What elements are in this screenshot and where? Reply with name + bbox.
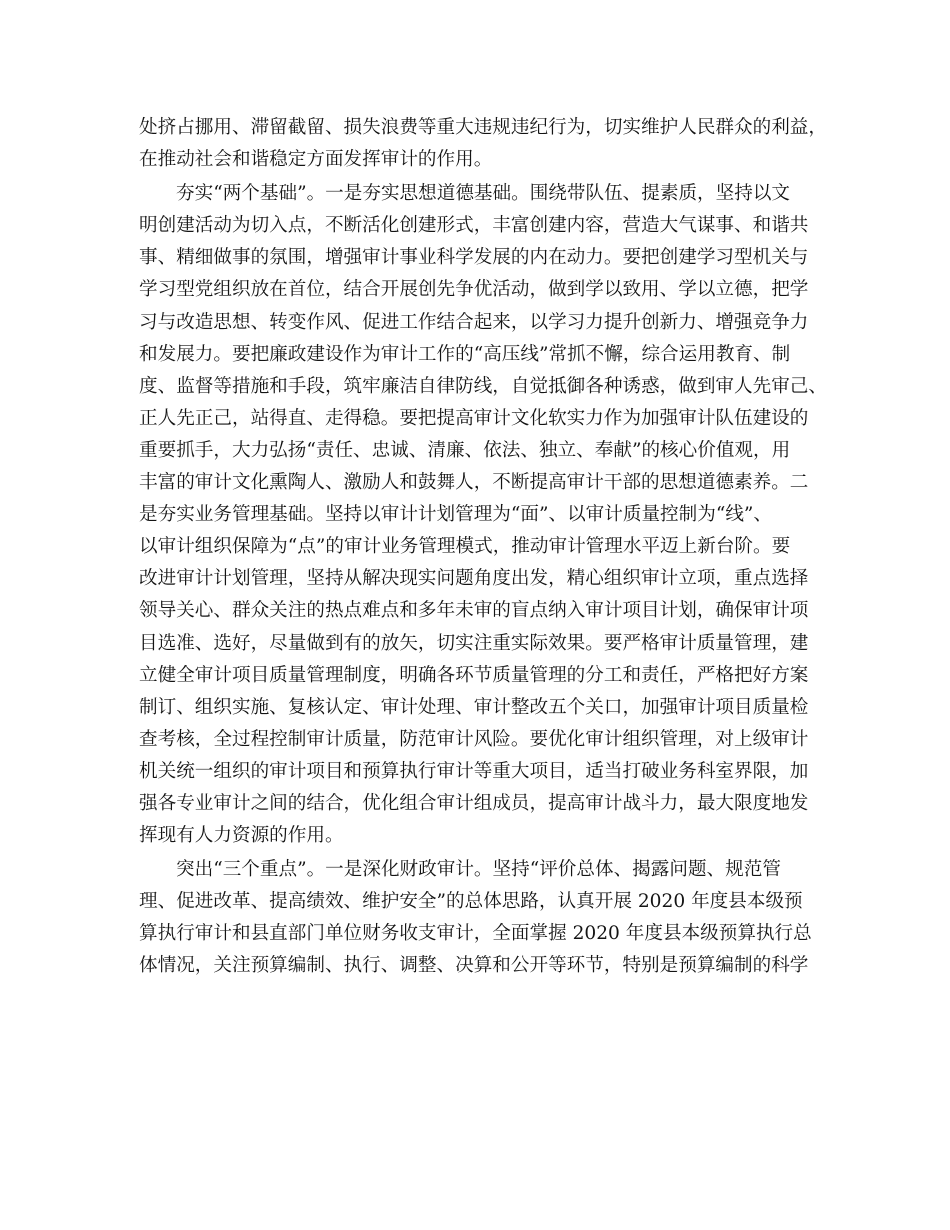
text-line: 领导关心、群众关注的热点难点和多年未审的盲点纳入审计项目计划，确保审计项	[139, 600, 809, 622]
text-line: 度、监督等措施和手段，筑牢廉洁自律防线，自觉抵御各种诱惑，做到审人先审己、	[139, 375, 827, 397]
text-line: 机关统一组织的审计项目和预算执行审计等重大项目，适当打破业务科室界限，加	[139, 760, 809, 782]
paragraph	[139, 854, 824, 982]
text-line: 目选准、选好，尽量做到有的放矢，切实注重实际效果。要严格审计质量管理，建	[139, 632, 809, 654]
paragraph	[139, 112, 827, 176]
text-line: 习与改造思想、转变作风、促进工作结合起来，以学习力提升创新力、增强竞争力	[139, 311, 809, 333]
text-line: 挥现有人力资源的作用。	[139, 825, 344, 847]
text-line: 和发展力。要把廉政建设作为审计工作的“高压线”常抓不懈，综合运用教育、制	[139, 343, 791, 365]
text-line: 事、精细做事的氛围，增强审计事业科学发展的内在动力。要把创建学习型机关与	[139, 247, 809, 269]
paragraph	[139, 178, 827, 852]
text-line: 算执行审计和县直部门单位财务收支审计，全面掌握 2020 年度县本级预算执行总	[139, 923, 812, 945]
text-line: 夯实“两个基础”。一是夯实思想道德基础。围绕带队伍、提素质，坚持以文	[176, 183, 791, 205]
text-line: 丰富的审计文化熏陶人、激励人和鼓舞人，不断提高审计干部的思想道德素养。二	[139, 472, 809, 494]
text-line: 重要抓手，大力弘扬“责任、忠诚、清廉、依法、独立、奉献”的核心价值观，用	[139, 439, 791, 461]
text-line: 体情况，关注预算编制、执行、调整、决算和公开等环节，特别是预算编制的科学	[139, 955, 809, 977]
text-line: 正人先正己，站得直、走得稳。要把提高审计文化软实力作为加强审计队伍建设的	[139, 407, 809, 429]
text-line: 在推动社会和谐稳定方面发挥审计的作用。	[139, 149, 493, 171]
text-line: 突出“三个重点”。一是深化财政审计。坚持“评价总体、揭露问题、规范管	[176, 859, 781, 881]
text-line: 查考核，全过程控制审计质量，防范审计风险。要优化审计组织管理，对上级审计	[139, 728, 809, 750]
text-line: 理、促进改革、提高绩效、维护安全”的总体思路，认真开展 2020 年度县本级预	[139, 891, 803, 913]
text-line: 制订、组织实施、复核认定、审计处理、审计整改五个关口，加强审计项目质量检	[139, 696, 809, 718]
text-line: 明创建活动为切入点，不断活化创建形式，丰富创建内容，营造大气谋事、和谐共	[139, 215, 809, 237]
text-line: 是夯实业务管理基础。坚持以审计计划管理为“面”、以审计质量控制为“线”、	[139, 504, 773, 526]
text-line: 处挤占挪用、滞留截留、损失浪费等重大违规违纪行为，切实维护人民群众的利益，	[139, 117, 827, 138]
text-line: 以审计组织保障为“点”的审计业务管理模式，推动审计管理水平迈上新台阶。要	[139, 536, 791, 558]
text-line: 立健全审计项目质量管理制度，明确各环节质量管理的分工和责任，严格把好方案	[139, 664, 809, 686]
document-page	[139, 112, 827, 983]
text-line: 改进审计计划管理，坚持从解决现实问题角度出发，精心组织审计立项，重点选择	[139, 568, 809, 590]
text-line: 学习型党组织放在首位，结合开展创先争优活动，做到学以致用、学以立德，把学	[139, 279, 809, 301]
text-line: 强各专业审计之间的结合，优化组合审计组成员，提高审计战斗力，最大限度地发	[139, 792, 809, 814]
